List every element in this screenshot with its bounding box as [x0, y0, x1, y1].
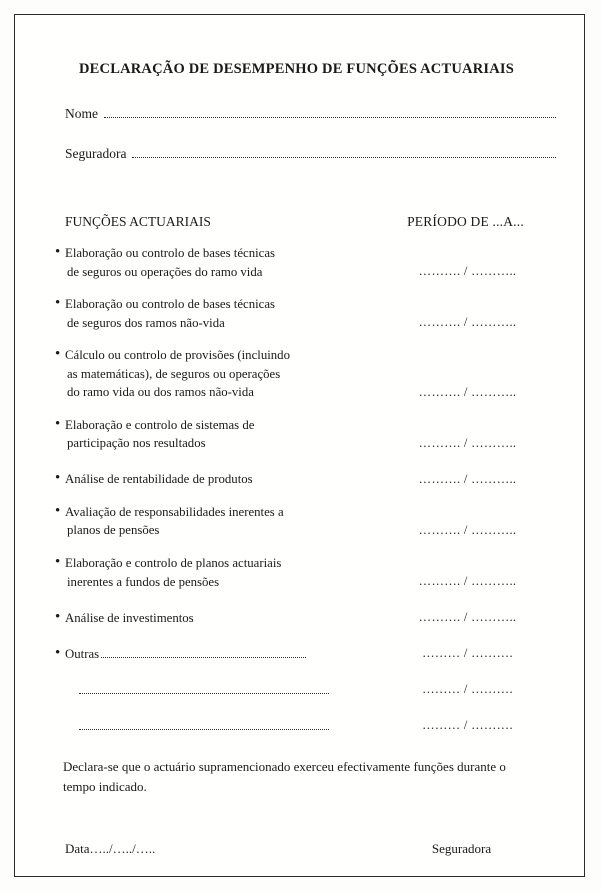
bullet-icon: •	[55, 415, 61, 432]
function-line: de seguros ou operações do ramo vida	[67, 264, 263, 279]
bullet-icon: •	[55, 554, 61, 571]
list-item[interactable]	[53, 554, 558, 591]
list-item[interactable]	[53, 295, 558, 332]
period-input[interactable]: ………. / ………..	[418, 264, 517, 279]
other-function-input[interactable]	[101, 648, 306, 658]
field-seguradora[interactable]	[53, 146, 558, 162]
function-line: de seguros dos ramos não-vida	[67, 315, 225, 330]
bullet-icon: •	[55, 346, 61, 363]
list-item[interactable]	[53, 416, 558, 453]
period-input[interactable]: ………. / ………..	[418, 435, 517, 450]
bullet-icon: •	[55, 295, 61, 312]
bullet-icon: •	[55, 244, 61, 260]
period-input[interactable]: ………. / ………..	[418, 471, 517, 486]
date-field[interactable]: Data…../…../…..	[65, 841, 156, 857]
function-line: Elaboração ou controlo de bases técnicas	[65, 246, 275, 260]
function-line: planos de pensões	[67, 523, 160, 538]
function-line: do ramo vida ou dos ramos não-vida	[67, 385, 254, 400]
declaration-text: Declara-se que o actuário supramencionado exerceu efectivamente funções durante o tempo indicado.	[63, 759, 506, 795]
period-input[interactable]: ………. / ………..	[418, 610, 517, 625]
list-item[interactable]	[53, 503, 558, 540]
function-line: Elaboração ou controlo de bases técnicas	[65, 297, 275, 312]
column-headers	[53, 214, 558, 230]
list-item[interactable]	[53, 244, 558, 281]
bullet-icon: •	[55, 470, 61, 487]
signature-label: Seguradora	[431, 841, 492, 857]
list-item[interactable]	[53, 346, 558, 402]
function-text	[53, 609, 395, 628]
column-header-period: PERÍODO DE ...A...	[407, 214, 524, 229]
functions-list	[53, 244, 558, 735]
function-line: Avaliação de responsabilidades inerentes a	[65, 504, 284, 519]
function-text	[53, 681, 395, 700]
function-text	[53, 503, 395, 540]
list-item-blank[interactable]	[53, 677, 558, 699]
field-nome[interactable]	[53, 106, 558, 122]
period-input[interactable]: ………. / ………..	[418, 574, 517, 589]
function-text	[53, 470, 395, 489]
function-line: Análise de rentabilidade de produtos	[65, 472, 253, 487]
period-input[interactable]: ………. / ………..	[418, 384, 517, 399]
function-text	[53, 645, 395, 664]
function-line: Elaboração e controlo de planos actuariais	[65, 556, 282, 571]
period-input[interactable]: ……… / ……….	[422, 646, 513, 661]
period-input[interactable]: ……… / ……….	[422, 718, 513, 733]
blank-function-input[interactable]	[79, 684, 329, 694]
function-text	[53, 244, 395, 281]
function-text	[53, 295, 395, 332]
list-item[interactable]	[53, 605, 558, 627]
field-seguradora-label: Seguradora	[65, 146, 127, 161]
column-header-functions: FUNÇÕES ACTUARIAIS	[65, 214, 211, 229]
period-input[interactable]: ……… / ……….	[422, 682, 513, 697]
list-item[interactable]	[53, 467, 558, 489]
function-line: Elaboração e controlo de sistemas de	[65, 417, 255, 432]
list-item-blank[interactable]	[53, 713, 558, 735]
period-input[interactable]: ………. / ………..	[418, 315, 517, 330]
form-content	[53, 41, 558, 866]
function-text	[53, 346, 395, 402]
function-line: Cálculo ou controlo de provisões (incluindo	[65, 348, 290, 363]
bullet-icon: •	[55, 644, 61, 661]
function-text	[53, 717, 395, 736]
function-line: as matemáticas), de seguros ou operações	[67, 366, 281, 381]
function-line: Outras	[65, 646, 100, 661]
period-input[interactable]: ………. / ………..	[418, 523, 517, 538]
field-nome-label: Nome	[65, 106, 98, 121]
bullet-icon: •	[55, 608, 61, 625]
function-text	[53, 554, 395, 591]
field-nome-input[interactable]	[104, 107, 556, 118]
list-item-outras[interactable]	[53, 641, 558, 663]
form-footer	[53, 841, 558, 857]
function-line: participação nos resultados	[67, 436, 206, 451]
field-seguradora-input[interactable]	[132, 147, 556, 158]
bullet-icon: •	[55, 502, 61, 519]
form-sheet	[14, 14, 585, 877]
function-line: Análise de investimentos	[65, 610, 194, 625]
function-text	[53, 416, 395, 453]
blank-function-input[interactable]	[79, 720, 329, 730]
page-title: DECLARAÇÃO DE DESEMPENHO DE FUNÇÕES ACTUARIAIS	[79, 61, 514, 77]
function-line: inerentes a fundos de pensões	[67, 574, 220, 589]
